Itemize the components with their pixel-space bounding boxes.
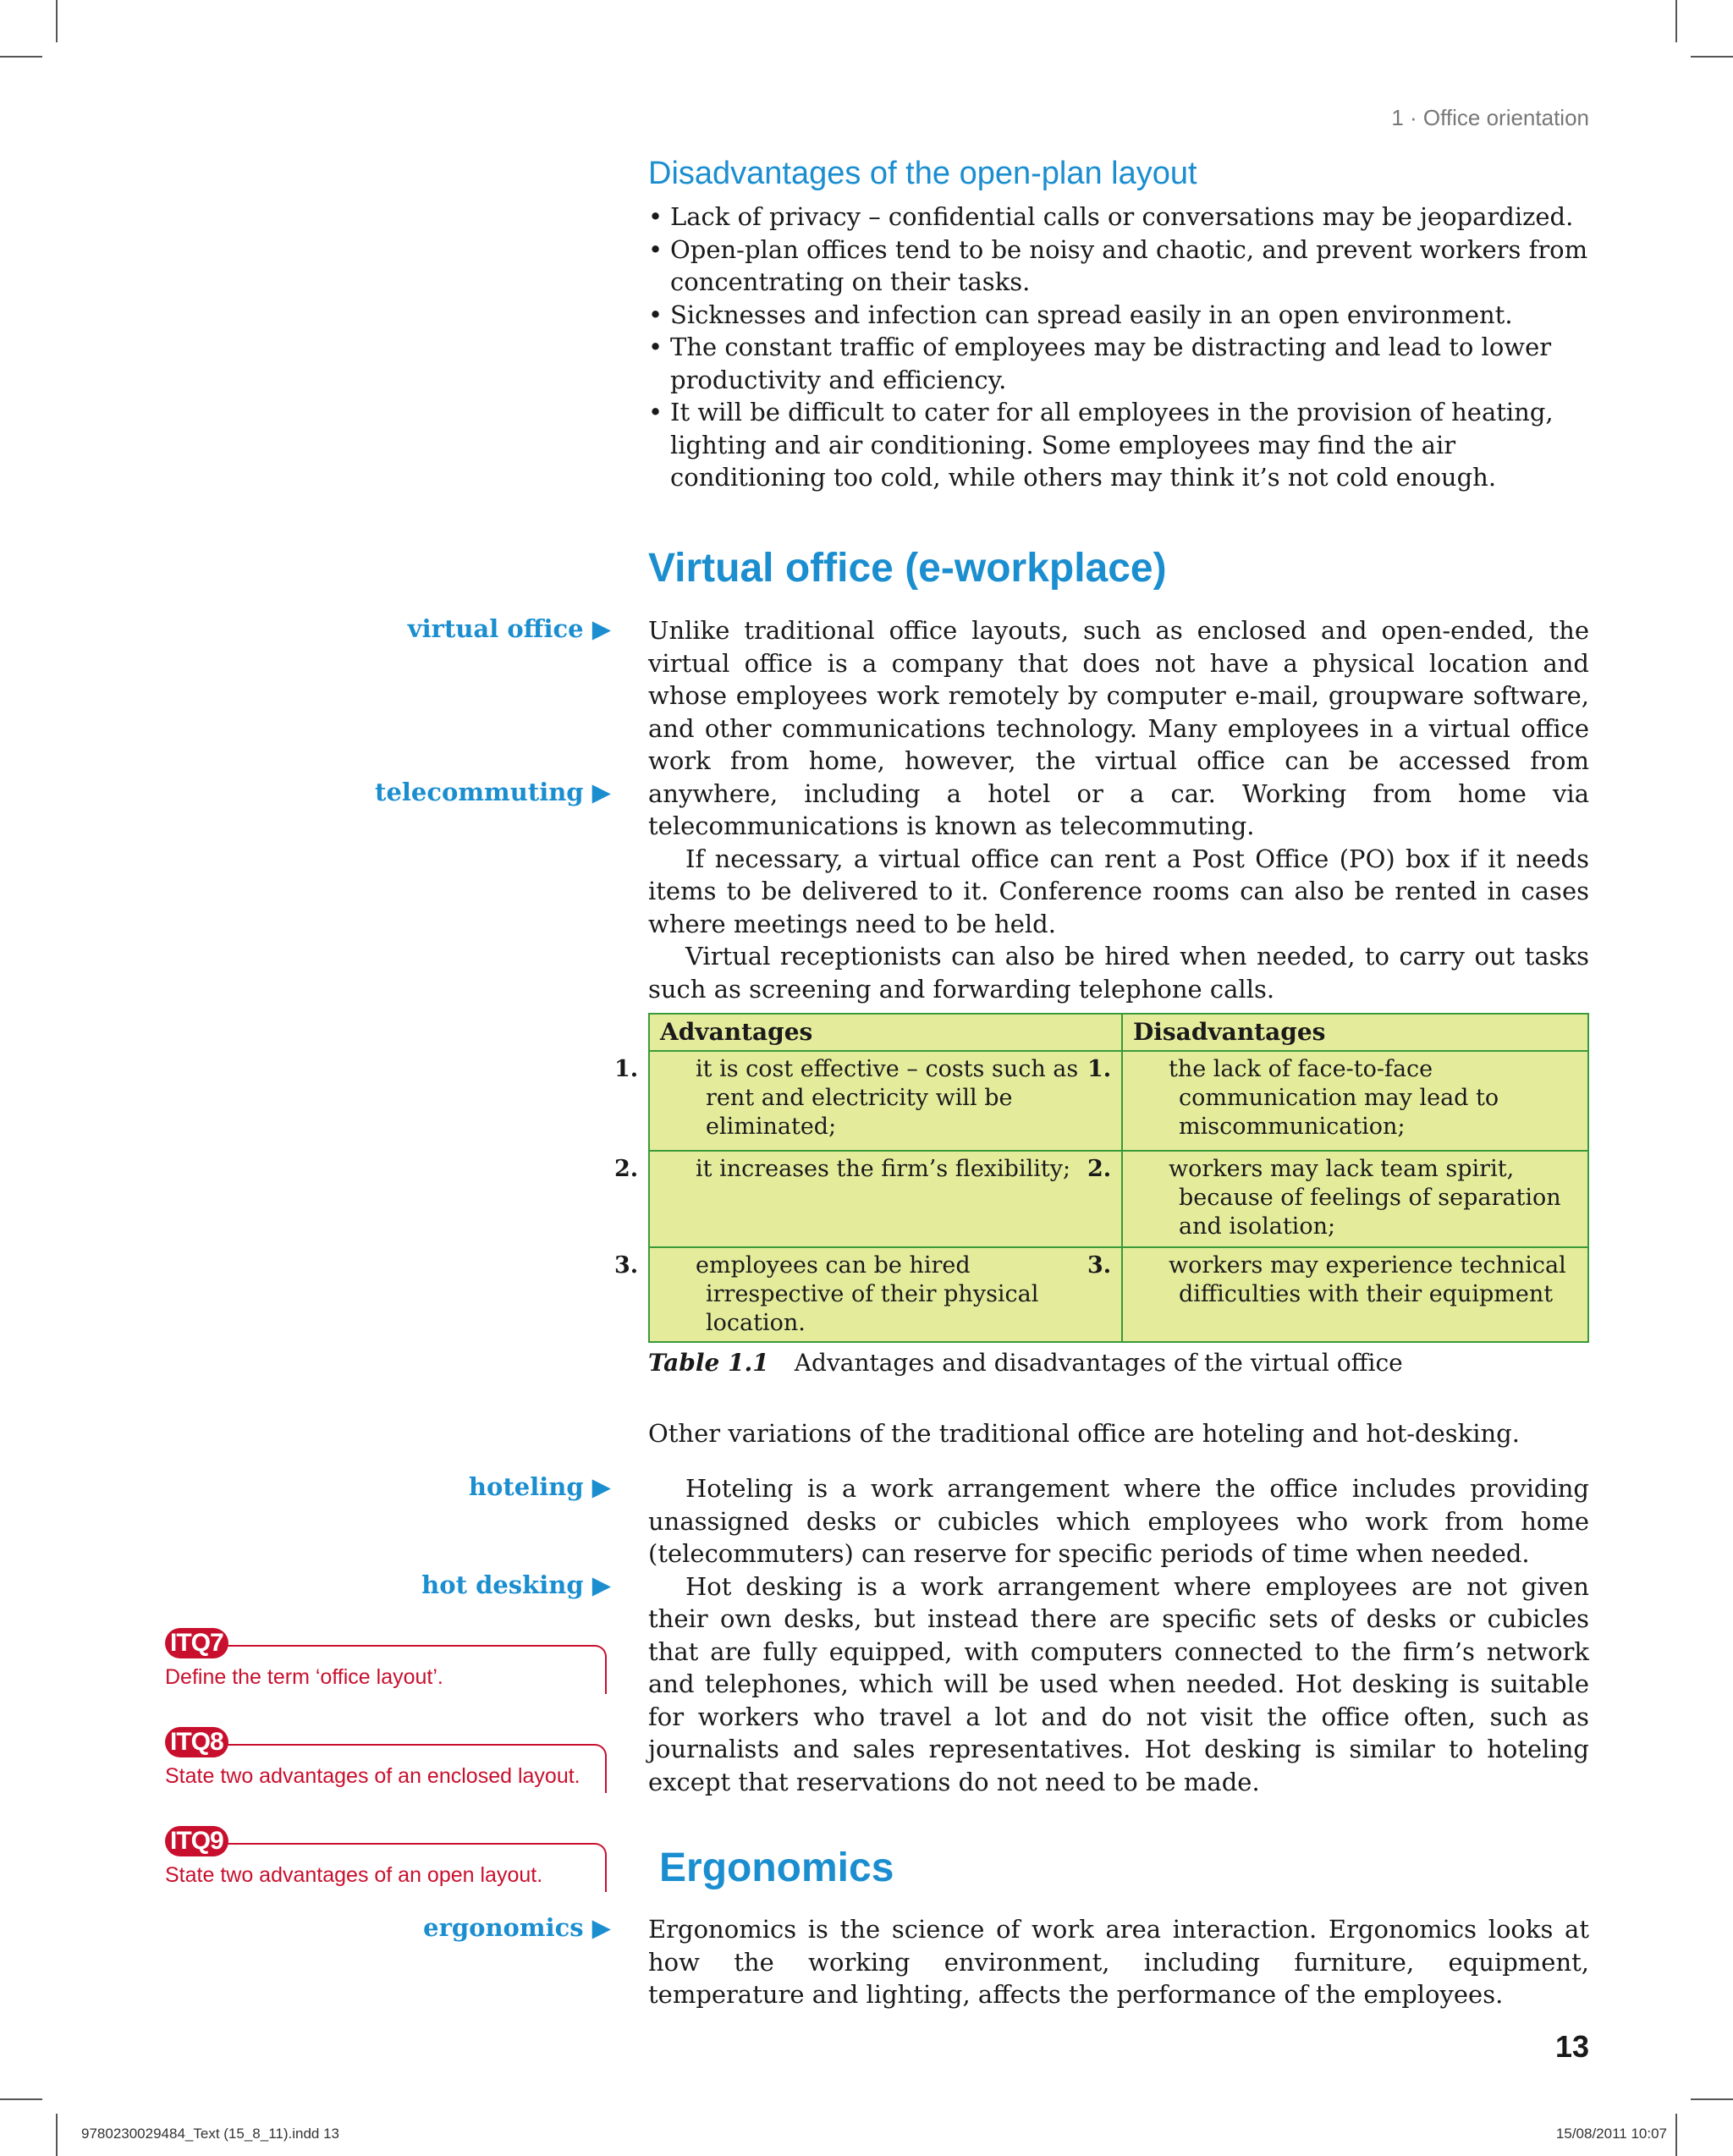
itq-question: Define the term ‘office layout’. xyxy=(165,1665,443,1689)
crop-mark xyxy=(56,0,58,42)
table-cell xyxy=(614,1155,1111,1184)
itq-badge: ITQ8 xyxy=(165,1727,228,1757)
itq-badge: ITQ7 xyxy=(165,1628,228,1658)
paragraph: If necessary, a virtual office can rent a Post Office (PO) box if it needs items to be delivered to it. Conference rooms can also be rented in cases where meetings need to be held. xyxy=(648,844,1589,938)
margin-term-telecommuting: telecommuting ▶ xyxy=(375,778,611,806)
paragraph: Virtual receptionists can also be hired when needed, to carry out tasks such as screening and forwarding telephone calls. xyxy=(648,942,1589,1004)
list-item: • It will be difficult to cater for all employees in the provision of heating, lighting and air conditioning. Some employees may find the air conditioning too cold, while others may think it’s not cold enough. xyxy=(648,396,1589,494)
caption-text: Advantages and disadvantages of the virtual office xyxy=(794,1349,1403,1377)
crop-mark xyxy=(56,2114,58,2156)
item-number: 3. xyxy=(1087,1252,1112,1279)
crop-mark xyxy=(1691,2098,1733,2100)
cell-text: workers may experience technical difficulties with their equipment xyxy=(1169,1252,1566,1307)
itq-box xyxy=(165,1628,609,1696)
crop-mark xyxy=(0,2098,42,2100)
section-heading-virtual-office: Virtual office (e-workplace) xyxy=(648,546,1167,591)
table-caption xyxy=(648,1349,1403,1377)
paragraph: Hot desking is a work arrangement where employees are not given their own desks, but instead there are specific sets of desks or cubicles that are fully equipped, with computers connected to the firm’s network and telephones, which will be used when needed. Hot desking is suitable for workers who travel a lot and do not visit the office often, such as journalists and sales representatives. Hot desking is similar to hoteling except that reservations do not need to be made. xyxy=(648,1571,1589,1796)
table-row xyxy=(649,1151,1588,1247)
page-number: 13 xyxy=(1554,2029,1589,2064)
variations-text xyxy=(648,1472,1589,1798)
itq-box xyxy=(165,1826,609,1894)
paragraph: Ergonomics is the science of work area interaction. Ergonomics looks at how the working environment, including furniture, equipment, temperature and lighting, affects the performance of the employees. xyxy=(648,1915,1589,2009)
print-slug-right: 15/08/2011 10:07 xyxy=(1555,2126,1667,2142)
paragraph: Hoteling is a work arrangement where the office includes providing unassigned desks or cubicles which employees who work from home (telecommuters) can reserve for specific periods of time when needed. xyxy=(648,1474,1589,1568)
virtual-office-text xyxy=(648,614,1589,1005)
margin-term-hot-desking: hot desking ▶ xyxy=(421,1570,611,1599)
margin-term-hoteling: hoteling ▶ xyxy=(468,1472,611,1501)
table-cell xyxy=(1087,1155,1577,1241)
cell-text: workers may lack team spirit, because of feelings of separation and isolation; xyxy=(1169,1156,1561,1240)
table-header: Disadvantages xyxy=(1122,1014,1588,1051)
cell-text: it is cost effective – costs such as rent and electricity will be eliminated; xyxy=(696,1056,1079,1140)
crop-mark xyxy=(0,56,42,58)
item-number: 3. xyxy=(614,1252,639,1279)
section-subheading: Disadvantages of the open-plan layout xyxy=(648,156,1197,191)
ergonomics-text xyxy=(648,1913,1589,2011)
table-cell xyxy=(1087,1055,1577,1141)
item-number: 2. xyxy=(1087,1156,1112,1182)
list-item: • Sicknesses and infection can spread easily in an open environment. xyxy=(648,299,1589,332)
item-number: 1. xyxy=(614,1056,639,1082)
table-row xyxy=(649,1051,1588,1151)
running-head: 1 · Office orientation xyxy=(1391,105,1589,130)
itq-badge: ITQ9 xyxy=(165,1826,228,1856)
cell-text: the lack of face-to-face communication may lead to miscommunication; xyxy=(1169,1056,1499,1140)
list-item: • Open-plan offices tend to be noisy and chaotic, and prevent workers from concentrating on their tasks. xyxy=(648,234,1589,299)
table-row xyxy=(649,1247,1588,1342)
paragraph: Other variations of the traditional office are hoteling and hot-desking. xyxy=(648,1419,1520,1448)
cell-text: employees can be hired irrespective of their physical location. xyxy=(696,1252,1039,1336)
variations-intro xyxy=(648,1417,1589,1450)
disadvantages-list xyxy=(648,201,1589,494)
paragraph: Unlike traditional office layouts, such as enclosed and open-ended, the virtual office is a company that does not have a physical location and whose employees work remotely by computer e-mail, groupware software, and other communications technology. Many employees in a virtual office work from home, however, the virtual office can be accessed from anywhere, including a hotel or a car. Working from home via telecommunications is known as telecommuting. xyxy=(648,616,1589,840)
list-item: • Lack of privacy – confidential calls or conversations may be jeopardized. xyxy=(648,201,1589,234)
crop-mark xyxy=(1675,2114,1677,2156)
item-number: 1. xyxy=(1087,1056,1112,1082)
itq-box xyxy=(165,1727,609,1795)
table-header-row xyxy=(649,1014,1588,1051)
advantages-table xyxy=(614,1013,1589,1343)
crop-mark xyxy=(1675,0,1677,42)
table-header: Advantages xyxy=(649,1014,1122,1051)
itq-question: State two advantages of an enclosed layout. xyxy=(165,1764,580,1788)
table-cell xyxy=(614,1251,1111,1338)
table-cell xyxy=(1087,1251,1577,1309)
cell-text: it increases the firm’s flexibility; xyxy=(696,1156,1071,1182)
section-heading-ergonomics: Ergonomics xyxy=(659,1845,894,1890)
margin-term-virtual-office: virtual office ▶ xyxy=(407,614,611,643)
open-plan-section xyxy=(648,156,1589,494)
crop-mark xyxy=(1691,56,1733,58)
list-item: • The constant traffic of employees may be distracting and lead to lower productivity and efficiency. xyxy=(648,331,1589,396)
margin-term-ergonomics: ergonomics ▶ xyxy=(423,1913,611,1942)
print-slug-left: 9780230029484_Text (15_8_11).indd 13 xyxy=(81,2126,340,2142)
item-number: 2. xyxy=(614,1156,639,1182)
caption-label: Table 1.1 xyxy=(648,1349,769,1377)
itq-question: State two advantages of an open layout. xyxy=(165,1863,543,1887)
table-cell xyxy=(614,1055,1111,1141)
